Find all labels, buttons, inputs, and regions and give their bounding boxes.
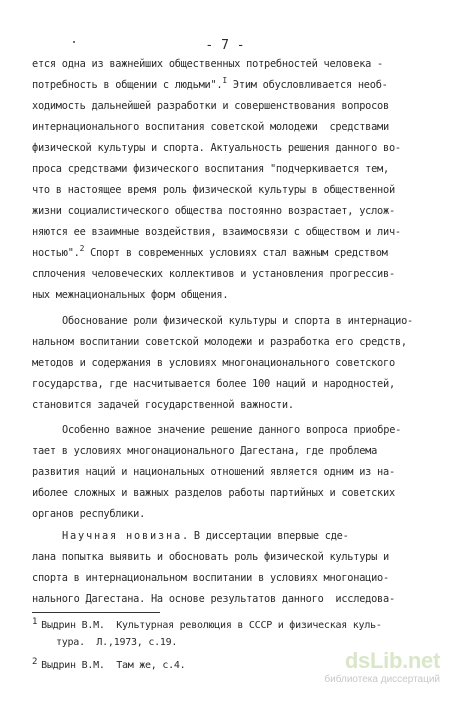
section-label: Научная новизна	[62, 530, 182, 542]
text-line: лана попытка выявить и обосновать роль физической культуры и	[32, 551, 389, 563]
footnote-ref: 2	[79, 244, 85, 253]
footnote-continuation: тура. Л.,1973, с.19.	[56, 637, 178, 648]
footnote: 1 Выдрин В.М. Культурная революция в СССР и физическая куль-	[32, 617, 382, 631]
text-line: спорта в интернациональном воспитании в условиях многонацио-	[32, 572, 389, 584]
footnote-divider	[32, 612, 160, 613]
text-line: государства, где насчитывается более 100 наций и народностей,	[32, 378, 395, 390]
text-line: няются ее взаимные воздействия, взаимосвязи с обществом и лич-	[32, 226, 401, 238]
text-line: Обоснование роли физической культуры и спорта в интернацио-	[62, 315, 414, 327]
text-line: ходимость дальнейшей разработки и совершенствования вопросов	[32, 100, 389, 112]
page-number: - 7 -	[205, 38, 245, 53]
speck	[73, 41, 75, 43]
watermark-caption: библиотека диссертаций	[324, 674, 440, 685]
text-line: что в настоящее время роль физической культуры в общественной	[32, 184, 395, 196]
watermark-logo: dsLib.net	[344, 648, 440, 673]
text-line: Особенно важное значение решение данного вопроса приобре-	[62, 424, 402, 436]
text-line: методов и содержания в условиях многонационального советского	[32, 357, 395, 369]
text-line: физической культуры и спорта. Актуальность решения данного во-	[32, 142, 401, 154]
text-line: ных межнациональных форм общения.	[32, 289, 229, 301]
text-line: интернационального воспитания советской молодежи средствами	[32, 121, 389, 133]
text-line: потребность в общении с людьми".$^I$ Этим обусловливается необ-	[32, 76, 388, 91]
text-line: Научная новизна. В диссертации впервые сде-	[62, 530, 349, 542]
footnote: 2 Выдрин В.М. Там же, с.4.	[32, 657, 186, 671]
text-line: нального Дагестана. На основе результатов данного исследова-	[32, 593, 395, 605]
text-line: органов республики.	[32, 508, 146, 520]
watermark	[280, 648, 440, 686]
text-line: ностью".$^2$ Спорт в современных условиях стал важным средством	[32, 244, 388, 259]
text-line: тает в условиях многонационального Дагестана, где проблема	[32, 445, 378, 457]
text-line: ется одна из важнейших общественных потребностей человека -	[32, 58, 384, 70]
text-line: нальном воспитании советской молодежи и разработка его средств,	[32, 336, 407, 348]
footnote-ref: I	[222, 76, 227, 85]
text-line: жизни социалистического общества постоянно возрастает, услож-	[32, 205, 395, 217]
text-line: проса средствами физического воспитания "подчеркивается тем,	[32, 163, 389, 175]
text-line: иболее сложных и важных разделов работы партийных и советских	[32, 487, 395, 499]
text-line: сплочения человеческих коллективов и установления прогрессив-	[32, 268, 395, 280]
text-line: становится задачей государственной важности.	[32, 399, 294, 411]
text-line: развития наций и национальных отношений является одним из на-	[32, 466, 395, 478]
